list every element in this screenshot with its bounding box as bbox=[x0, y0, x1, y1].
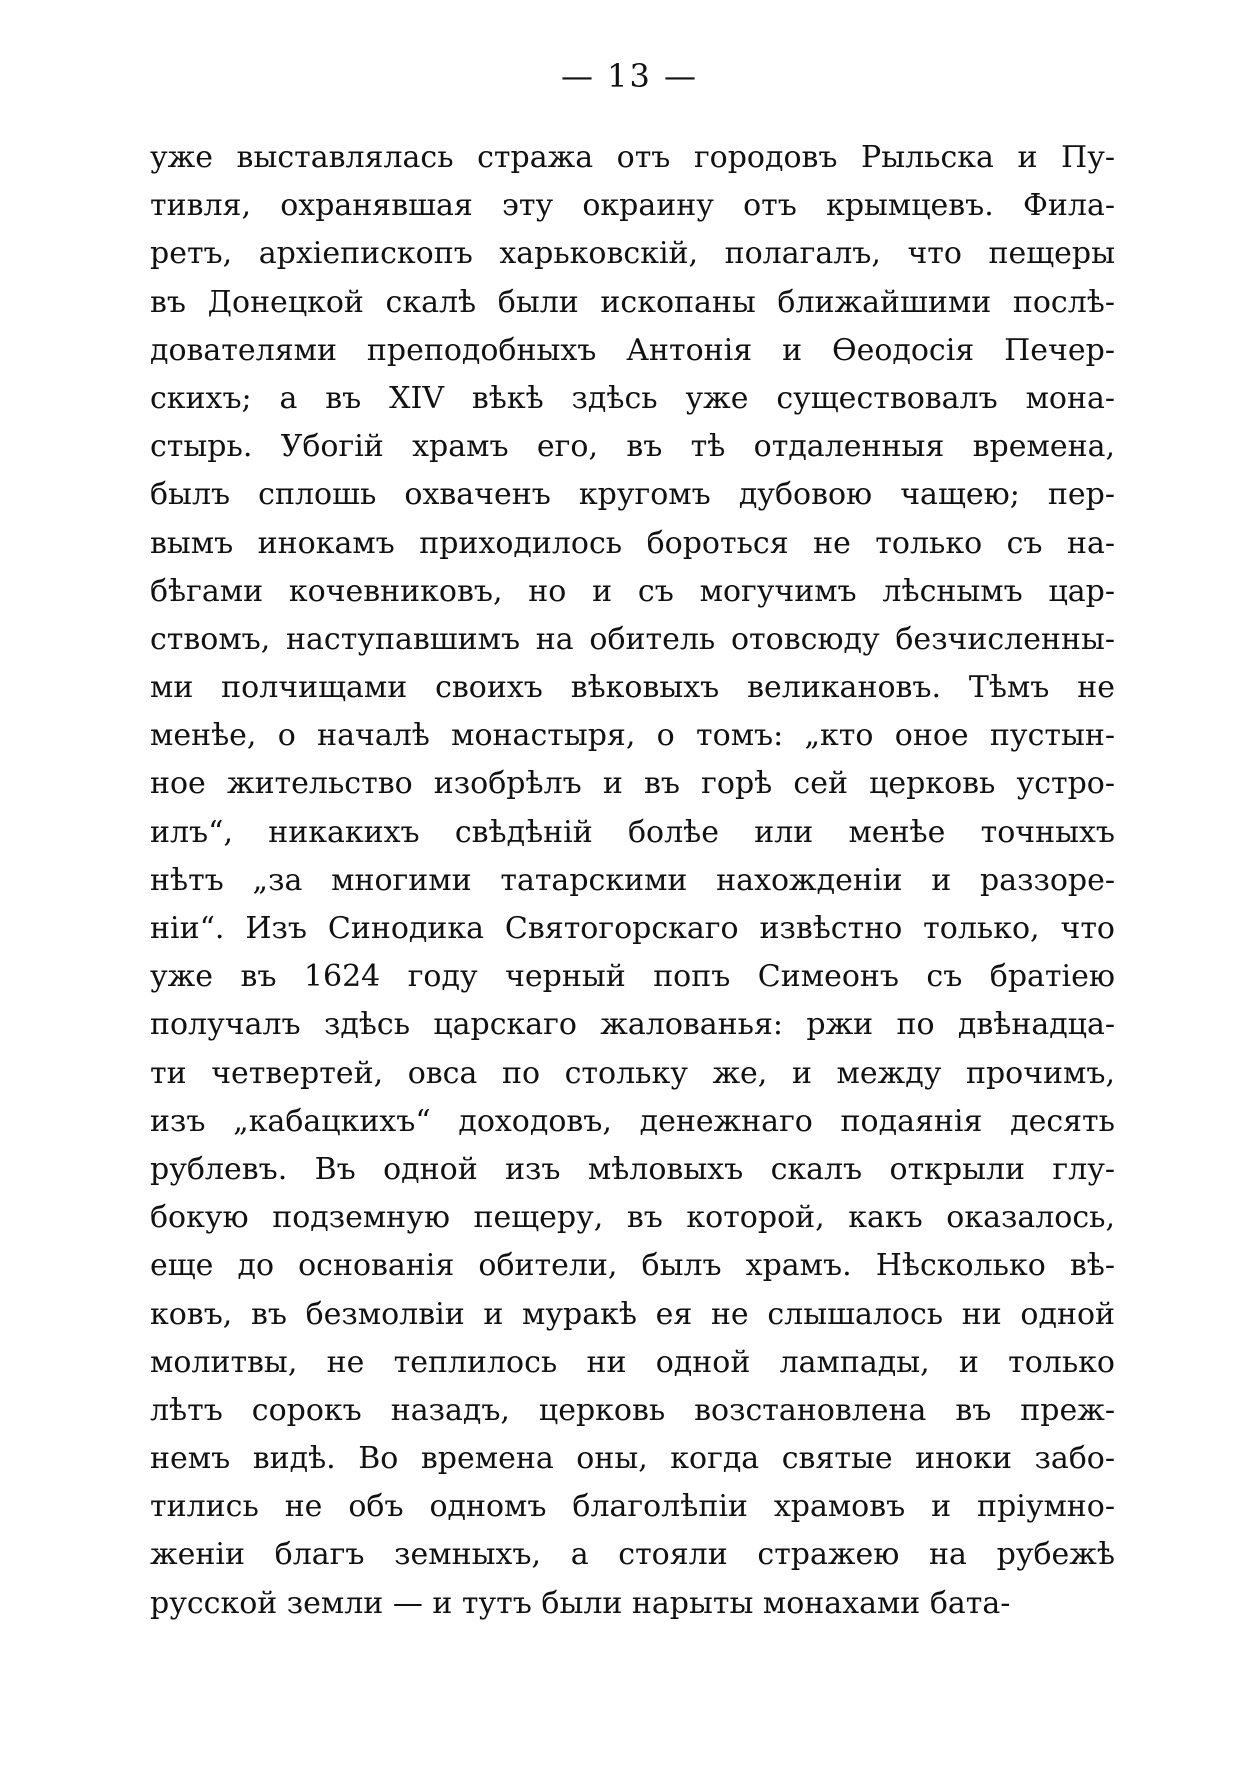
text-line: молитвы, не теплилось ни одной лампады, и только bbox=[150, 1344, 1115, 1380]
page-number: — 13 — bbox=[560, 57, 699, 95]
text-line: рублевъ. Въ одной изъ мѣловыхъ скалъ открыли глу- bbox=[150, 1151, 1115, 1187]
text-line: илъ“, никакихъ свѣдѣній болѣе или менѣе точныхъ bbox=[150, 814, 1115, 850]
text-line: немъ видѣ. Во времена оны, когда святые иноки забо- bbox=[150, 1441, 1115, 1477]
text-line: въ Донецкой скалѣ были ископаны ближайшими послѣ- bbox=[150, 284, 1115, 320]
text-line: нѣтъ „за многими татарскими нахожденіи и раззоре- bbox=[150, 862, 1115, 898]
text-line: ковъ, въ безмолвіи и муракѣ ея не слышалось ни одной bbox=[150, 1296, 1115, 1332]
text-line: получалъ здѣсь царскаго жалованья: ржи по двѣнадца- bbox=[150, 1007, 1115, 1043]
text-line: бѣгами кочевниковъ, но и съ могучимъ лѣснымъ цар- bbox=[150, 573, 1115, 609]
text-line: ніи“. Изъ Синодика Святогорскаго извѣстно только, что bbox=[150, 911, 1115, 946]
text-line: дователями преподобныхъ Антонія и Ѳеодосія Печер- bbox=[150, 332, 1115, 368]
text-line: уже выставлялась стража отъ городовъ Рыльска и Пу- bbox=[150, 140, 1115, 175]
text-line: лѣтъ сорокъ назадъ, церковь возстановлена въ преж- bbox=[150, 1392, 1115, 1428]
text-line: ствомъ, наступавшимъ на обитель отовсюду безчисленны- bbox=[150, 621, 1115, 657]
text-line: тивля, охранявшая эту окраину отъ крымцевъ. Фила- bbox=[150, 188, 1115, 224]
text-line: ти четвертей, овса по стольку же, и между прочимъ, bbox=[150, 1055, 1115, 1091]
text-line: стырь. Убогій храмъ его, въ тѣ отдаленныя времена, bbox=[150, 429, 1115, 465]
text-line: тились не объ одномъ благолѣпіи храмовъ и пріумно- bbox=[150, 1489, 1115, 1525]
text-line: вымъ инокамъ приходилось бороться не только съ на- bbox=[150, 525, 1115, 561]
body-text bbox=[150, 134, 1115, 1628]
text-line: ми полчищами своихъ вѣковыхъ великановъ. Тѣмъ не bbox=[150, 670, 1115, 706]
text-line: русской земли — и тутъ были нарыты монахами бата- bbox=[150, 1585, 1011, 1621]
text-line: еще до основанія обители, былъ храмъ. Нѣсколько вѣ- bbox=[150, 1248, 1115, 1284]
text-line: ное жительство изобрѣлъ и въ горѣ сей церковь устро- bbox=[150, 766, 1115, 802]
text-line: изъ „кабацкихъ“ доходовъ, денежнаго подаянія десять bbox=[150, 1103, 1115, 1139]
text-line: женіи благъ земныхъ, а стояли стражею на рубежѣ bbox=[150, 1537, 1115, 1573]
text-line: былъ сплошь охваченъ кругомъ дубовою чащею; пер- bbox=[150, 477, 1115, 513]
text-line: скихъ; а въ XIV вѣкѣ здѣсь уже существовалъ мона- bbox=[150, 380, 1115, 416]
text-line: бокую подземную пещеру, въ которой, какъ оказалось, bbox=[150, 1200, 1115, 1236]
text-line: уже въ 1624 году черный попъ Симеонъ съ братіею bbox=[150, 959, 1115, 995]
text-line: ретъ, архіепископъ харьковскій, полагалъ, что пещеры bbox=[150, 236, 1115, 272]
text-line: менѣе, о началѣ монастыря, о томъ: „кто оное пустын- bbox=[150, 718, 1115, 754]
